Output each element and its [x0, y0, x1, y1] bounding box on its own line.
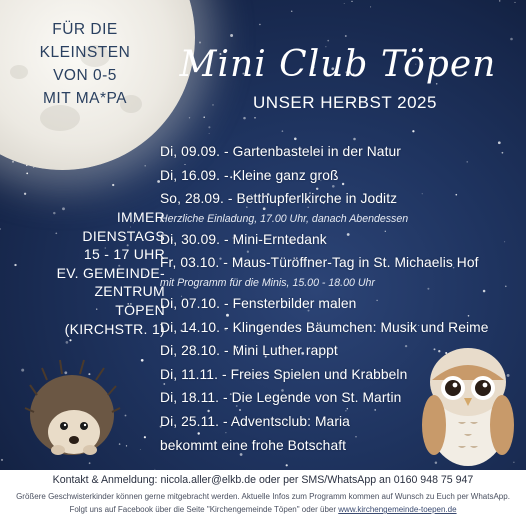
target-audience	[10, 18, 160, 110]
star	[0, 228, 1, 230]
star	[89, 462, 91, 464]
intro-line: KLEINSTEN	[39, 44, 131, 61]
hedgehog-illustration	[22, 350, 122, 460]
event-item: So, 28.09. - Betthupferlkirche in Joditz	[160, 191, 398, 207]
intro-line: FÜR DIE	[52, 21, 118, 38]
star	[144, 436, 146, 438]
star	[345, 35, 347, 37]
star	[291, 11, 293, 13]
star	[327, 40, 329, 42]
contact-line: Kontakt & Anmeldung: nicola.aller@elkb.de oder per SMS/WhatsApp an 0160 948 75 947	[52, 474, 474, 486]
footer	[0, 470, 526, 526]
star	[370, 6, 371, 7]
star	[412, 130, 414, 132]
star	[208, 126, 210, 128]
season-subtitle: UNSER HERBST 2025	[253, 93, 437, 112]
event-item: Di, 14.10. - Klingendes Bäumchen: Musik und Reime	[160, 319, 489, 335]
event-item: Di, 18.11. - Die Legende von St. Martin	[160, 390, 402, 406]
event-item: Di, 25.11. - Adventsclub: Maria	[160, 413, 350, 429]
intro-line: MIT MA*PA	[42, 90, 128, 107]
star	[112, 184, 114, 186]
event-item: Di, 09.09. - Gartenbastelei in der Natur	[160, 144, 401, 159]
star	[286, 464, 288, 466]
event-item: Di, 28.10. - Mini Luther rappt	[160, 343, 338, 359]
star	[230, 34, 233, 37]
meeting-info	[20, 208, 165, 338]
star	[254, 117, 256, 119]
star	[499, 0, 501, 2]
star	[26, 172, 28, 174]
star	[125, 415, 127, 417]
star	[514, 2, 515, 3]
info-line: Größere Geschwisterkinder können gerne mitgebracht werden. Aktuelle Infos zum Programm kommen auf Wunsch zu Euch per WhatsApp.	[16, 492, 510, 501]
star	[1, 459, 3, 461]
meeting-line: EV. GEMEINDE-	[56, 264, 165, 281]
event-item: Di, 07.10. - Fensterbilder malen	[160, 295, 357, 311]
meeting-line: DIENSTAGS	[82, 227, 165, 244]
meeting-line: ZENTRUM	[94, 283, 165, 300]
club-title: Mini Club Töpen	[179, 44, 497, 85]
meeting-line: IMMER	[116, 209, 165, 225]
meeting-line: (KIRCHSTR. 1)	[64, 320, 165, 337]
star	[141, 359, 144, 362]
star	[69, 339, 71, 341]
star	[243, 117, 246, 120]
star	[66, 341, 69, 344]
star	[126, 445, 127, 446]
social-line	[0, 505, 526, 514]
event-item: Di, 16.09. - Kleine ganz groß	[160, 167, 339, 183]
star	[14, 264, 16, 266]
event-item: bekommt eine frohe Botschaft	[160, 437, 347, 453]
star	[510, 38, 513, 41]
meeting-line: TÖPEN	[115, 301, 165, 318]
star	[189, 117, 190, 118]
website-link[interactable]: www.kirchengemeinde-toepen.de	[338, 505, 457, 514]
meeting-line: 15 - 17 UHR	[83, 246, 165, 263]
star	[203, 117, 204, 118]
star	[209, 133, 210, 134]
owl-illustration	[418, 340, 518, 470]
star	[344, 3, 345, 4]
event-item: Fr, 03.10. - Maus-Türöffner-Tag in St. Michaelis Hof	[160, 255, 479, 271]
intro-line: VON 0-5	[53, 67, 117, 84]
star	[24, 193, 26, 195]
event-note: Herzliche Einladung, 17.00 Uhr, danach Abendessen	[160, 212, 409, 225]
star	[282, 130, 284, 132]
star	[140, 449, 141, 450]
star	[351, 1, 352, 2]
facebook-text: Folgt uns auf Facebook über die Seite "Kirchengemeinde Töpen" oder über	[69, 505, 337, 514]
event-item: Di, 11.11. - Freies Spielen und Krabbeln	[160, 366, 408, 382]
star	[144, 165, 146, 167]
star	[259, 24, 260, 25]
event-note: mit Programm für die Minis, 15.00 - 18.00 Uhr	[160, 276, 375, 289]
event-item: Di, 30.09. - Mini-Erntedank	[160, 231, 327, 247]
